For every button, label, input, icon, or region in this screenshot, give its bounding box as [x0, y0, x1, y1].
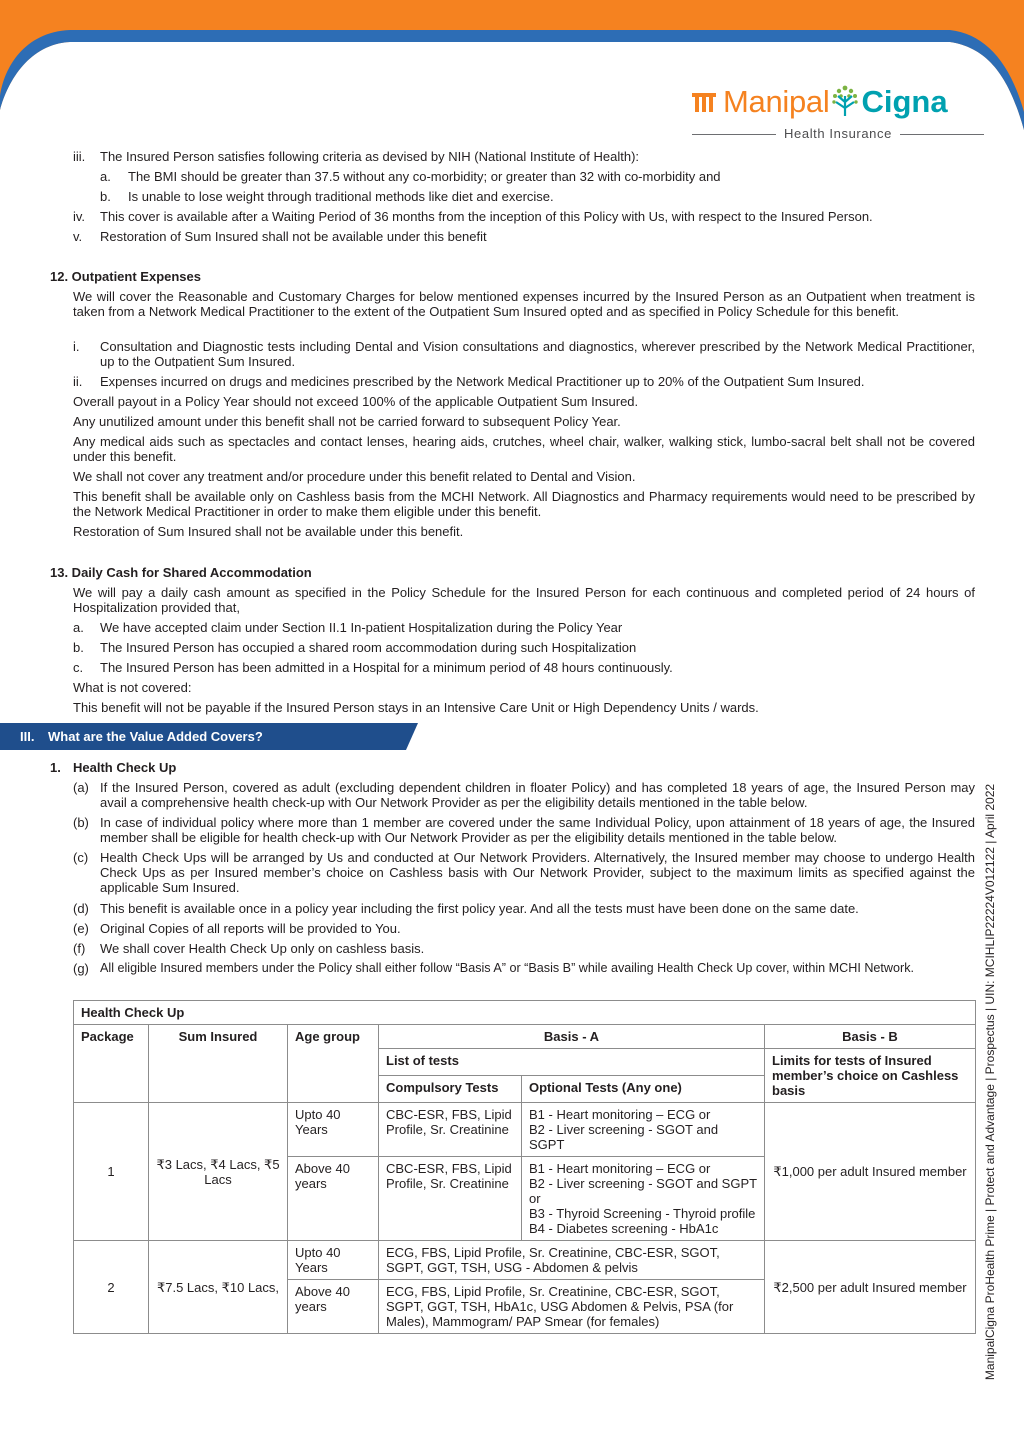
cell-optional-tests [522, 1103, 765, 1157]
paragraph: We will pay a daily cash amount as specified in the Policy Schedule for the Insured Person for each continuous and completed period of 24 hours of Hospitalization provided that, [73, 585, 975, 615]
col-header-limits: Limits for tests of Insured member’s choice on Cashless basis [765, 1049, 976, 1103]
paragraph: We will cover the Reasonable and Customary Charges for below mentioned expenses incurred by the Insured Person as an Outpatient when treatment is taken from a Network Medical Practitioner to the extent of the Outpatient Sum Insured opted and as specified in Policy Schedule for this benefit. [73, 289, 975, 319]
list-item-text: Health Check Ups will be arranged by Us and conducted at Our Network Providers. Alternatively, the Insured member may choose to undergo Health Check Ups as per Insured member’s choice on Cashless basis with Our Network Provider, subject to the maximum limits as specified against the applicable Sum Insured. [100, 850, 975, 895]
table-row [74, 1001, 976, 1025]
cell-age-group: Upto 40 Years [288, 1103, 379, 1157]
cell-age-group: Upto 40 Years [288, 1241, 379, 1280]
list-item-text: The Insured Person satisfies following criteria as devised by NIH (National Institute of Health): [100, 149, 640, 164]
paragraph: We shall not cover any treatment and/or procedure under this benefit related to Dental and Vision. [73, 469, 636, 484]
list-item-text: Original Copies of all reports will be provided to You. [100, 921, 401, 936]
optional-test-line: B1 - Heart monitoring – ECG or [529, 1107, 711, 1122]
list-item-text: We shall cover Health Check Up only on cashless basis. [100, 941, 425, 956]
cell-package: 2 [74, 1241, 149, 1334]
cell-age-group: Above 40 years [288, 1157, 379, 1241]
paragraph: This benefit will not be payable if the Insured Person stays in an Intensive Care Unit or High Dependency Units / wards. [73, 700, 759, 715]
col-header-age-group: Age group [288, 1025, 379, 1103]
list-marker: (e) [73, 921, 89, 936]
list-item-text: Consultation and Diagnostic tests including Dental and Vision consultations and diagnostics, wherever prescribed by the Network Medical Practitioner, up to the Outpatient Sum Insured. [100, 339, 975, 369]
section-number: III. [20, 729, 35, 744]
list-marker: (b) [73, 815, 89, 830]
list-item-text: All eligible Insured members under the Policy shall either follow “Basis A” or “Basis B” while availing Health Check Up cover, within MCHI Network. [100, 961, 915, 975]
col-header-basis-a: Basis - A [379, 1025, 765, 1049]
list-marker: c. [73, 660, 84, 675]
list-item-text: Expenses incurred on drugs and medicines prescribed by the Network Medical Practitioner up to 20% of the Outpatient Sum Insured. [100, 374, 865, 389]
cell-compulsory-tests: CBC-ESR, FBS, Lipid Profile, Sr. Creatinine [379, 1103, 522, 1157]
col-header-package: Package [74, 1025, 149, 1103]
section-heading-daily-cash: 13. Daily Cash for Shared Accommodation [50, 565, 312, 580]
subsection-heading-health-check: Health Check Up [73, 760, 177, 775]
logo-cigna-text: Cigna [861, 84, 948, 119]
list-marker: iii. [73, 149, 86, 164]
list-marker: ii. [73, 374, 83, 389]
list-marker: (c) [73, 850, 89, 865]
paragraph: Any unutilized amount under this benefit shall not be carried forward to subsequent Policy Year. [73, 414, 621, 429]
cell-package: 1 [74, 1103, 149, 1241]
col-header-list-of-tests: List of tests [379, 1049, 765, 1076]
list-item-text: If the Insured Person, covered as adult (excluding dependent children in floater Policy) and has completed 18 years of age, the Insured Person may avail a comprehensive health check-up with Our Network Provider as per the eligibility details mentioned in the table below. [100, 780, 975, 810]
list-marker: a. [100, 169, 111, 184]
cell-sum-insured: ₹7.5 Lacs, ₹10 Lacs, [149, 1241, 288, 1334]
list-marker: b. [73, 640, 84, 655]
paragraph: What is not covered: [73, 680, 192, 695]
section-banner-title [20, 729, 263, 744]
list-marker: a. [73, 620, 84, 635]
col-header-basis-b: Basis - B [765, 1025, 976, 1049]
col-header-optional: Optional Tests (Any one) [522, 1076, 765, 1103]
list-item-text: The Insured Person has occupied a shared room accommodation during such Hospitalization [100, 640, 637, 655]
list-marker: (f) [73, 941, 86, 956]
list-item-text: Restoration of Sum Insured shall not be available under this benefit [100, 229, 487, 244]
paragraph: Any medical aids such as spectacles and contact lenses, hearing aids, crutches, wheel chair, walker, walking stick, lumbo-sacral belt shall not be covered under this benefit. [73, 434, 975, 464]
list-marker: b. [100, 189, 111, 204]
cell-age-group: Above 40 years [288, 1280, 379, 1334]
section-heading-outpatient: 12. Outpatient Expenses [50, 269, 201, 284]
table-row [74, 1103, 976, 1157]
cell-tests: ECG, FBS, Lipid Profile, Sr. Creatinine, CBC-ESR, SGOT, SGPT, GGT, TSH, HbA1c, USG Abdomen & Pelvis, PSA (for Males), Mammogram/ PAP Smear (for females) [379, 1280, 765, 1334]
list-marker: (a) [73, 780, 89, 795]
side-document-id: ManipalCigna ProHealth Prime | Protect and Advantage | Prospectus | UIN: MCIHLIP22224V012122 | April 2022 [983, 783, 997, 1381]
list-marker: iv. [73, 209, 86, 224]
optional-test-line: B2 - Liver screening - SGOT and SGPT [529, 1122, 719, 1152]
list-item-text: Is unable to lose weight through traditional methods like diet and exercise. [128, 189, 554, 204]
cell-tests: ECG, FBS, Lipid Profile, Sr. Creatinine, CBC-ESR, SGOT, SGPT, GGT, TSH, USG - Abdomen & pelvis [379, 1241, 765, 1280]
logo-manipal-text: Manipal [723, 84, 830, 119]
list-item-text: In case of individual policy where more than 1 member are covered under the same Individual Policy, upon attainment of 18 years of age, the Insured member shall be eligible for health check-up with Our Network Provider as per the eligibility details mentioned in the table below. [100, 815, 975, 845]
list-item-text: This cover is available after a Waiting Period of 36 months from the inception of this Policy with Us, with respect to the Insured Person. [100, 209, 873, 224]
list-item-text: We have accepted claim under Section II.1 In-patient Hospitalization during the Policy Year [100, 620, 623, 635]
list-marker: (g) [73, 961, 89, 976]
optional-test-line: B3 - Thyroid Screening - Thyroid profile [529, 1206, 756, 1221]
cell-optional-tests [522, 1157, 765, 1241]
optional-test-line: B4 - Diabetes screening - HbA1c [529, 1221, 719, 1236]
list-marker: i. [73, 339, 80, 354]
list-marker: v. [73, 229, 83, 244]
subsection-number: 1. [50, 760, 61, 775]
optional-test-line: B2 - Liver screening - SGOT and SGPT or [529, 1176, 757, 1206]
list-item-text: The Insured Person has been admitted in a Hospital for a minimum period of 48 hours continuously. [100, 660, 673, 675]
list-marker: (d) [73, 901, 89, 916]
cell-sum-insured: ₹3 Lacs, ₹4 Lacs, ₹5 Lacs [149, 1103, 288, 1241]
optional-test-line: B1 - Heart monitoring – ECG or [529, 1161, 711, 1176]
table-row [74, 1025, 976, 1049]
cell-compulsory-tests: CBC-ESR, FBS, Lipid Profile, Sr. Creatinine [379, 1157, 522, 1241]
cell-limit: ₹2,500 per adult Insured member [765, 1241, 976, 1334]
col-header-sum-insured: Sum Insured [149, 1025, 288, 1103]
paragraph: This benefit shall be available only on Cashless basis from the MCHI Network. All Diagnostics and Pharmacy requirements would need to be prescribed by the Network Medical Practitioner in order to make them eligible under this benefit. [73, 489, 975, 519]
cell-limit: ₹1,000 per adult Insured member [765, 1103, 976, 1241]
paragraph: Overall payout in a Policy Year should not exceed 100% of the applicable Outpatient Sum Insured. [73, 394, 639, 409]
paragraph: Restoration of Sum Insured shall not be available under this benefit. [73, 524, 464, 539]
section-title: What are the Value Added Covers? [48, 729, 263, 744]
logo-tagline: Health Insurance [692, 126, 984, 142]
list-item-text: This benefit is available once in a policy year including the first policy year. And all the tests must have been done on the same date. [100, 901, 859, 916]
col-header-compulsory: Compulsory Tests [379, 1076, 522, 1103]
list-item-text: The BMI should be greater than 37.5 without any co-morbidity; or greater than 32 with co-morbidity and [128, 169, 721, 184]
table-title: Health Check Up [74, 1001, 976, 1025]
health-check-table [73, 1000, 976, 1334]
table-row [74, 1241, 976, 1280]
